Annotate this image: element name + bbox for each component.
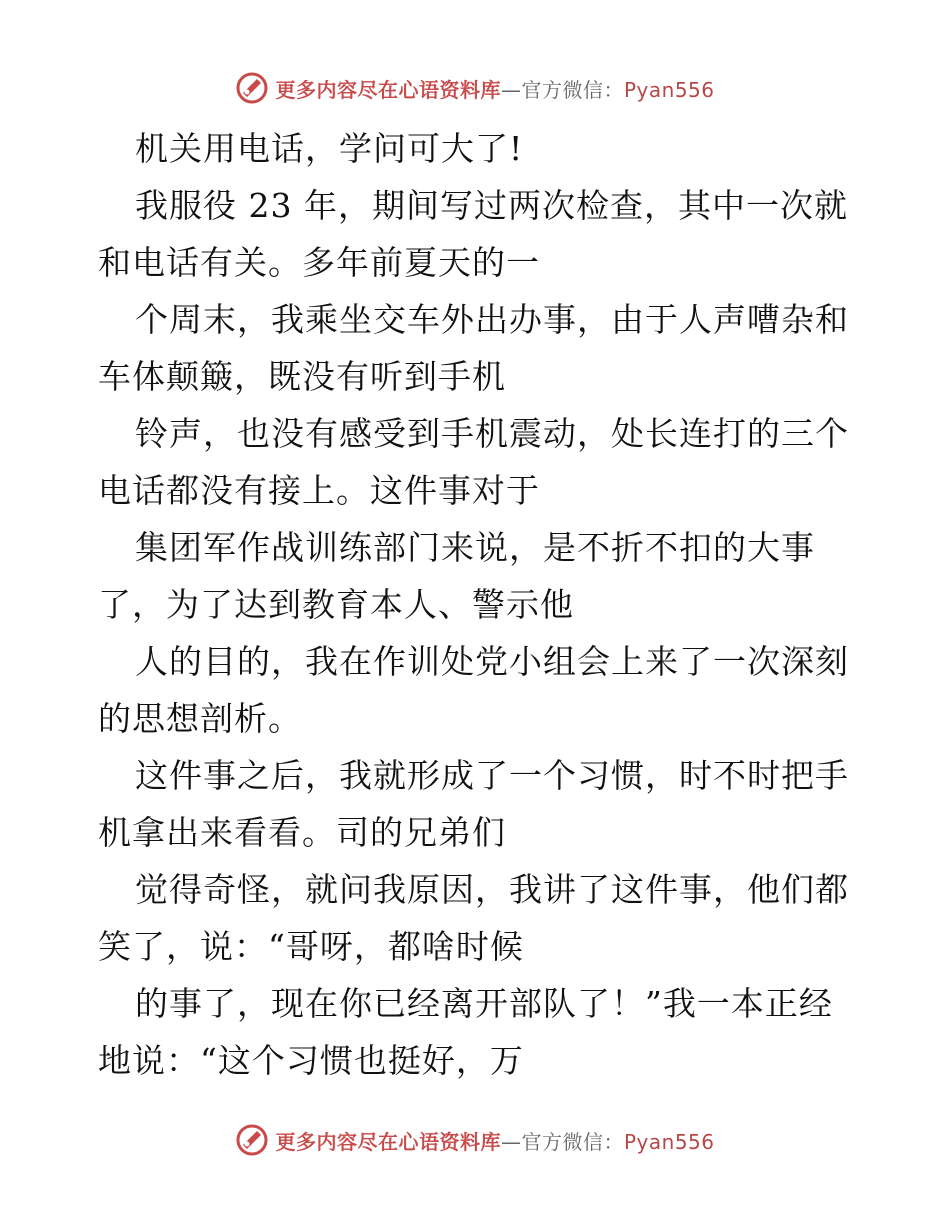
- paragraph-line: 觉得奇怪，就问我原因，我讲了这件事，他们都: [135, 870, 849, 909]
- paragraph-line: 地说：“这个习惯也挺好，万: [98, 1041, 524, 1080]
- logo-icon: [235, 71, 269, 105]
- footer-banner-text: [275, 1126, 714, 1155]
- paragraph-line: 集团军作战训练部门来说，是不折不扣的大事: [135, 528, 815, 567]
- paragraph-line: 车体颠簸，既没有听到手机: [98, 357, 506, 396]
- paragraph-line: 机关用电话，学问可大了!: [135, 129, 524, 168]
- footer-banner: [0, 1118, 950, 1162]
- paragraph-line: 个周末，我乘坐交车外出办事，由于人声嘈杂和: [135, 300, 849, 339]
- header-banner: [0, 66, 950, 110]
- footer-banner-id: Pyan556: [623, 1129, 715, 1154]
- paragraph-line: 和电话有关。多年前夏天的一: [98, 243, 540, 282]
- header-banner-text: [275, 74, 714, 103]
- paragraph-line: 这件事之后，我就形成了一个习惯，时不时把手: [135, 756, 849, 795]
- paragraph-line: 人的目的，我在作训处党小组会上来了一次深刻: [135, 642, 849, 681]
- document-body: [98, 120, 858, 1089]
- header-banner-rest: —官方微信：: [500, 77, 624, 102]
- paragraph-line: 铃声，也没有感受到手机震动，处长连打的三个: [135, 414, 849, 453]
- footer-banner-main: 更多内容尽在心语资料库: [275, 1129, 501, 1154]
- logo-icon: [235, 1123, 269, 1157]
- paragraph-line: 了，为了达到教育本人、警示他: [98, 585, 574, 624]
- footer-banner-rest: —官方微信：: [500, 1129, 624, 1154]
- paragraph-line: 电话都没有接上。这件事对于: [98, 471, 540, 510]
- paragraph-line: 的事了，现在你已经离开部队了！”我一本正经: [135, 984, 833, 1023]
- header-banner-id: Pyan556: [623, 77, 715, 102]
- header-banner-main: 更多内容尽在心语资料库: [275, 77, 501, 102]
- paragraph-line: 机拿出来看看。司的兄弟们: [98, 813, 506, 852]
- paragraph-line: 的思想剖析。: [98, 699, 302, 738]
- paragraph-line: 我服役 23 年，期间写过两次检查，其中一次就: [135, 186, 848, 225]
- paragraph-line: 笑了，说：“哥呀，都啥时候: [98, 927, 524, 966]
